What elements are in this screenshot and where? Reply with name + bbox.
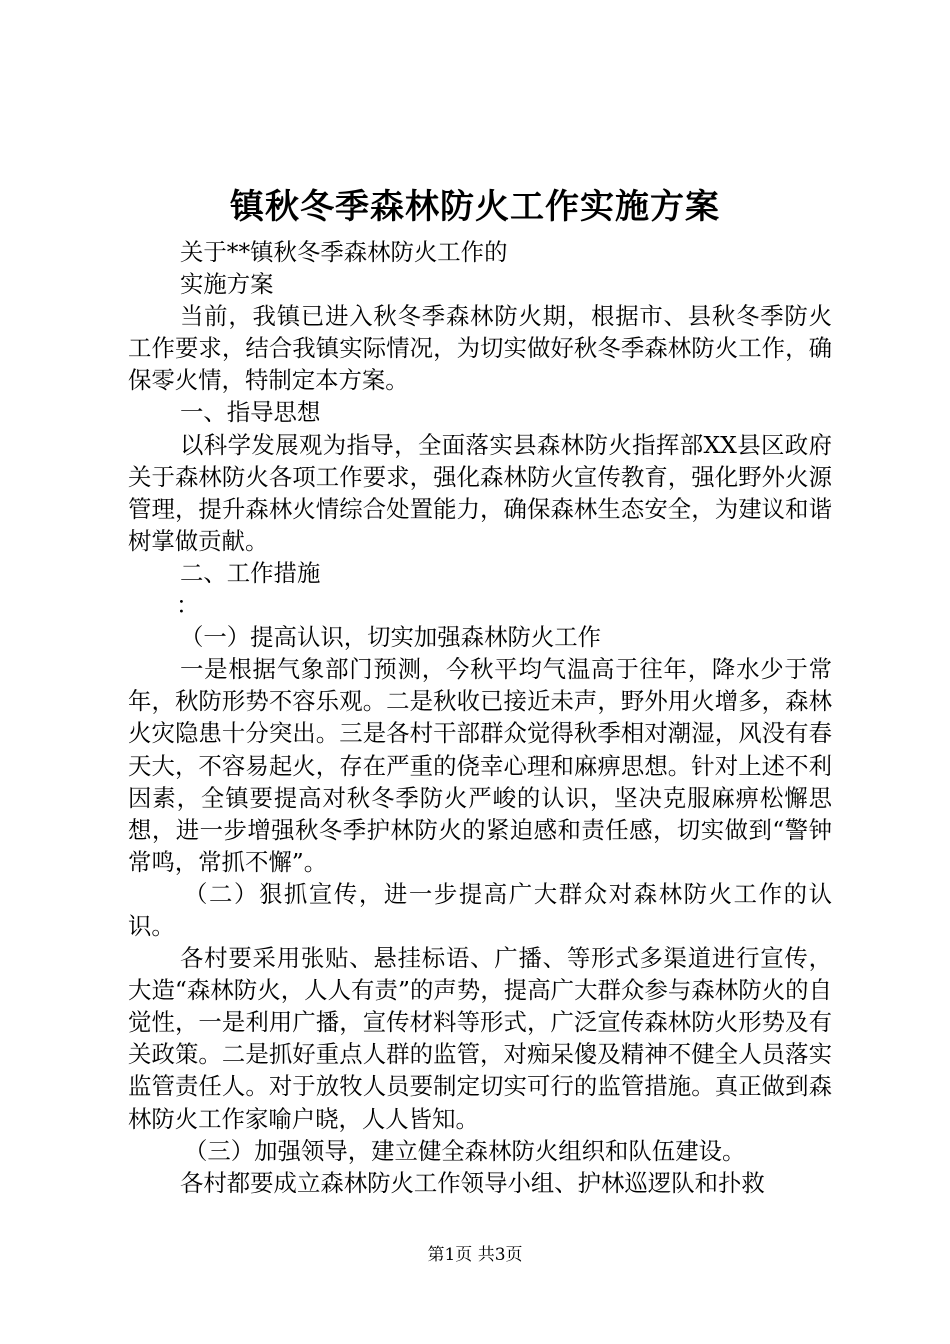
subsection-heading: （一）提高认识，切实加强森林防火工作: [180, 623, 602, 652]
paragraph: 关于**镇秋冬季森林防火工作的: [180, 238, 508, 266]
paragraph: 各村都要成立森林防火工作领导小组、护林巡逻队和扑救: [180, 1168, 765, 1197]
section-heading: 一、指导思想: [180, 398, 321, 427]
paragraph: 各村要采用张贴、悬挂标语、广播、等形式多渠道进行宣传，大造“森林防火，人人有责”的声势，提高广大群众参与森林防火的自觉性，一是利用广播，宣传材料等形式，广泛宣传森林防火形势及有关政策。二是抓好重点人群的监管，对痴呆傻及精神不健全人员落实监管责任人。对于放牧人员要制定切实可行的监管措施。真正做到森林防火工作家喻户晓，人人皆知。: [128, 944, 832, 1133]
paragraph: 当前，我镇已进入秋冬季森林防火期，根据市、县秋冬季防火工作要求，结合我镇实际情况，为切实做好秋冬季森林防火工作，确保零火情，特制定本方案。: [128, 302, 832, 395]
paragraph: 以科学发展观为指导，全面落实县森林防火指挥部XX县区政府关于森林防火各项工作要求，强化森林防火宣传教育，强化野外火源管理，提升森林火情综合处置能力，确保森林生态安全，为建议和谐树掌做贡献。: [128, 430, 832, 555]
document-title: 镇秋冬季森林防火工作实施方案: [230, 187, 720, 227]
section-heading: 二、工作措施: [180, 558, 321, 587]
paragraph: ：: [176, 591, 200, 620]
paragraph: 一是根据气象部门预测，今秋平均气温高于往年，降水少于常年，秋防形势不容乐观。二是秋收已接近未声，野外用火增多，森林火灾隐患十分突出。三是各村干部群众觉得秋季相对潮湿，风没有春天大，不容易起火，存在严重的侥幸心理和麻痹思想。针对上述不利因素，全镇要提高对秋冬季防火严峻的认识，坚决克服麻痹松懈思想，进一步增强秋冬季护林防火的紧迫感和责任感，切实做到“警钟常鸣，常抓不懈”。: [128, 655, 832, 876]
paragraph: 实施方案: [180, 270, 274, 299]
subsection-heading: （二）狠抓宣传，进一步提高广大群众对森林防火工作的认识。: [128, 879, 832, 940]
subsection-heading: （三）加强领导，建立健全森林防火组织和队伍建设。: [184, 1136, 746, 1165]
page-footer: 第1页 共3页: [427, 1245, 523, 1265]
document-body: [128, 236, 832, 1199]
